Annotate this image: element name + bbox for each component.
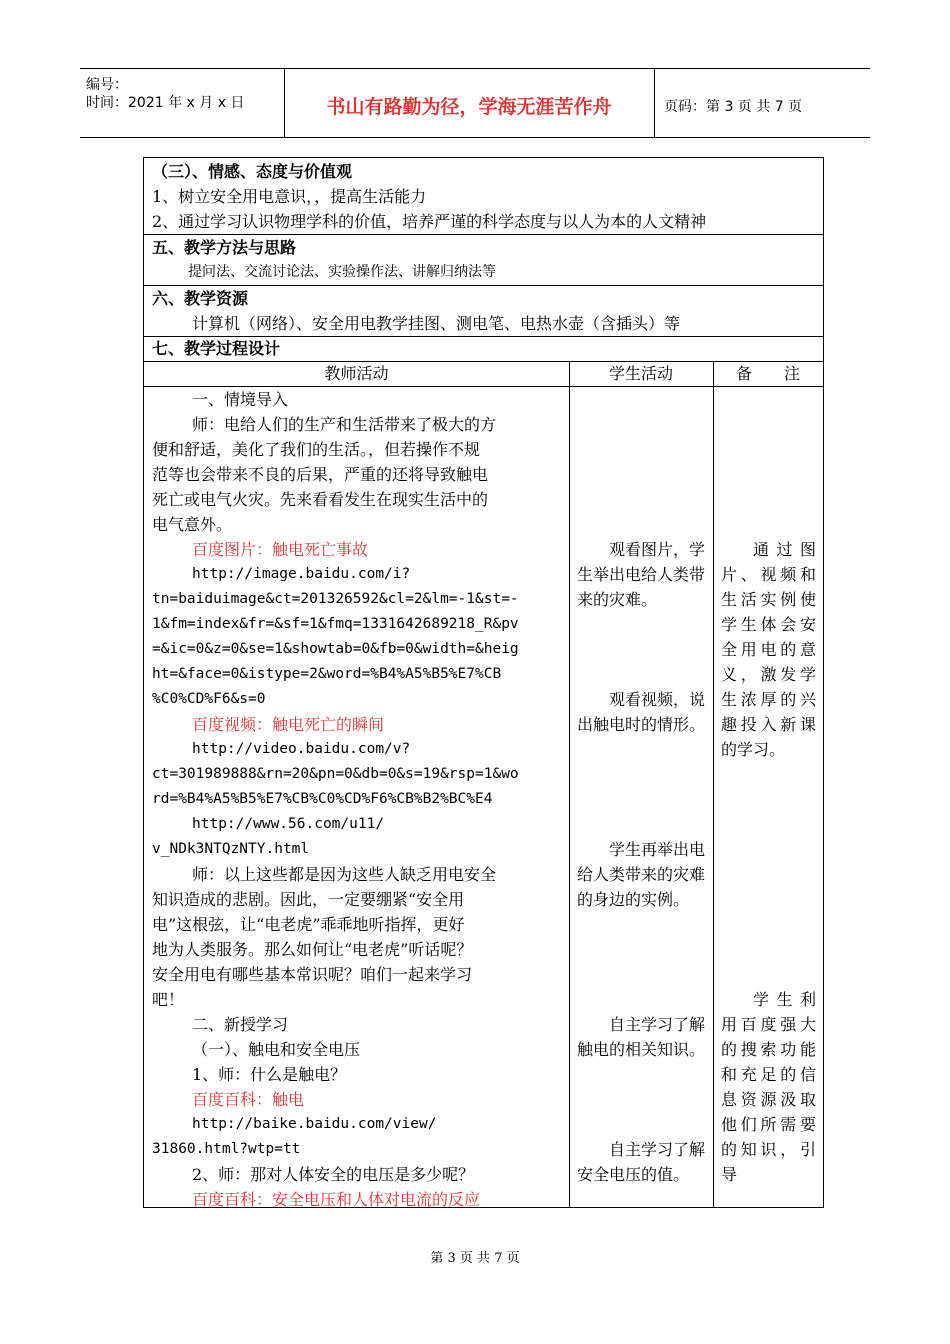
header-page-cell <box>654 69 870 137</box>
url-line: ct=301989888&rn=20&pn=0&db=0&s=19&rsp=1&wo <box>152 766 519 782</box>
baidu-baike-link-safe-voltage[interactable]: 百度百科：安全电压和人体对电流的反应 <box>192 1190 481 1209</box>
header-motto-cell <box>284 69 655 137</box>
url-line: 31860.html?wtp=tt <box>152 1141 301 1157</box>
column-header-teacher: 教师活动 <box>324 364 389 383</box>
teacher-line: 师：电给人们的生产和生活带来了极大的方 <box>192 415 497 434</box>
teacher-line: 吧！ <box>152 990 185 1009</box>
url-line: http://image.baidu.com/i? <box>192 566 411 582</box>
teacher-line: 电气意外。 <box>152 515 233 534</box>
url-line: rd=%B4%A5%B5%E7%CB%C0%CD%F6%CB%B2%BC%E4 <box>152 791 493 807</box>
header-info-cell <box>80 69 285 137</box>
values-item-1: 1、树立安全用电意识，，提高生活能力 <box>152 187 427 206</box>
teacher-line: 地为人类服务。那么如何让“电老虎”听话呢？ <box>152 940 473 959</box>
section-heading-methods: 五、教学方法与思路 <box>152 238 297 257</box>
baidu-video-link[interactable]: 百度视频：触电死亡的瞬间 <box>192 715 385 734</box>
teacher-line: 死亡或电气火灾。先来看看发生在现实生活中的 <box>152 490 489 509</box>
methods-text: 提问法、交流讨论法、实验操作法、讲解归纳法等 <box>188 264 496 280</box>
teacher-line: 2、师：那对人体安全的电压是多少呢？ <box>192 1165 475 1184</box>
teacher-line: 一、情境导入 <box>192 390 289 409</box>
url-line: http://www.56.com/u11/ <box>192 816 385 832</box>
column-divider <box>569 361 570 1208</box>
column-divider <box>713 361 714 1208</box>
teacher-line: 安全用电有哪些基本常识呢？咱们一起来学习 <box>152 965 473 984</box>
header-motto: 书山有路勤为径，学海无涯苦作舟 <box>326 96 612 118</box>
header-page-number: 页码：第 3 页 共 7 页 <box>664 99 803 115</box>
url-line: ht=&face=0&istype=2&word=%B4%A5%B5%E7%CB <box>152 666 502 682</box>
note-1: 通过图片、视频和生活实例使学生体会安全用电的意义，激发学生浓厚的兴趣投入新课的学习。 <box>721 540 816 759</box>
teacher-line: 师：以上这些都是因为这些人缺乏用电安全 <box>192 865 497 884</box>
document-time-label: 时间：2021 年 x 月 x 日 <box>86 95 245 111</box>
teacher-line: 知识造成的悲剧。因此，一定要绷紧“安全用 <box>152 890 465 909</box>
teacher-line: 范等也会带来不良的后果，严重的还将导致触电 <box>152 465 489 484</box>
page-header <box>80 68 870 138</box>
url-line: %C0%CD%F6&s=0 <box>152 691 266 707</box>
column-header-student: 学生活动 <box>608 364 673 383</box>
student-activity-1: 观看图片，学生举出电给人类带来的灾难。 <box>577 540 706 609</box>
document-number-label: 编号： <box>86 77 128 93</box>
section-heading-process: 七、教学过程设计 <box>152 339 281 358</box>
teacher-line: 电”这根弦，让“电老虎”乖乖地听指挥，更好 <box>152 915 465 934</box>
teacher-line: 便和舒适，美化了我们的生活。，但若操作不规 <box>152 440 481 459</box>
url-line: =&ic=0&z=0&se=1&showtab=0&fb=0&width=&heig <box>152 641 519 657</box>
page-footer: 第 3 页 共 7 页 <box>430 1251 520 1266</box>
url-line: http://baike.baidu.com/view/ <box>192 1116 437 1132</box>
lesson-plan-table <box>143 157 824 1208</box>
url-line: http://video.baidu.com/v? <box>192 741 411 757</box>
student-activity-3: 学生再举出电给人类带来的灾难的身边的实例。 <box>577 840 706 909</box>
note-2: 学生利用百度强大的搜索功能和充足的信息资源汲取他们所需要的知识，引导 <box>721 990 816 1184</box>
teacher-line: 1、师：什么是触电？ <box>192 1065 347 1084</box>
values-item-2: 2、通过学习认识物理学科的价值，培养严谨的科学态度与以人为本的人文精神 <box>152 212 707 231</box>
baidu-baike-link-electric-shock[interactable]: 百度百科：触电 <box>192 1090 305 1109</box>
url-line: tn=baiduimage&ct=201326592&cl=2&lm=-1&st=- <box>152 591 519 607</box>
section-heading-resources: 六、教学资源 <box>152 289 249 308</box>
column-header-notes: 备 注 <box>735 364 800 383</box>
teacher-line: 二、新授学习 <box>192 1015 289 1034</box>
student-activity-4: 自主学习了解触电的相关知识。 <box>577 1015 706 1059</box>
student-activity-5: 自主学习了解安全电压的值。 <box>577 1140 706 1184</box>
url-line: v_NDk3NTQzNTY.html <box>152 841 310 857</box>
section-heading-values: （三）、情感、态度与价值观 <box>152 162 353 181</box>
student-activity-2: 观看视频，说出触电时的情形。 <box>577 690 706 734</box>
baidu-images-link[interactable]: 百度图片：触电死亡事故 <box>192 540 369 559</box>
resources-text: 计算机（网络）、安全用电教学挂图、测电笔、电热水壶（含插头）等 <box>192 314 681 333</box>
url-line: 1&fm=index&fr=&sf=1&fmq=1331642689218_R&pv <box>152 616 519 632</box>
teacher-line: （一）、触电和安全电压 <box>192 1040 361 1059</box>
